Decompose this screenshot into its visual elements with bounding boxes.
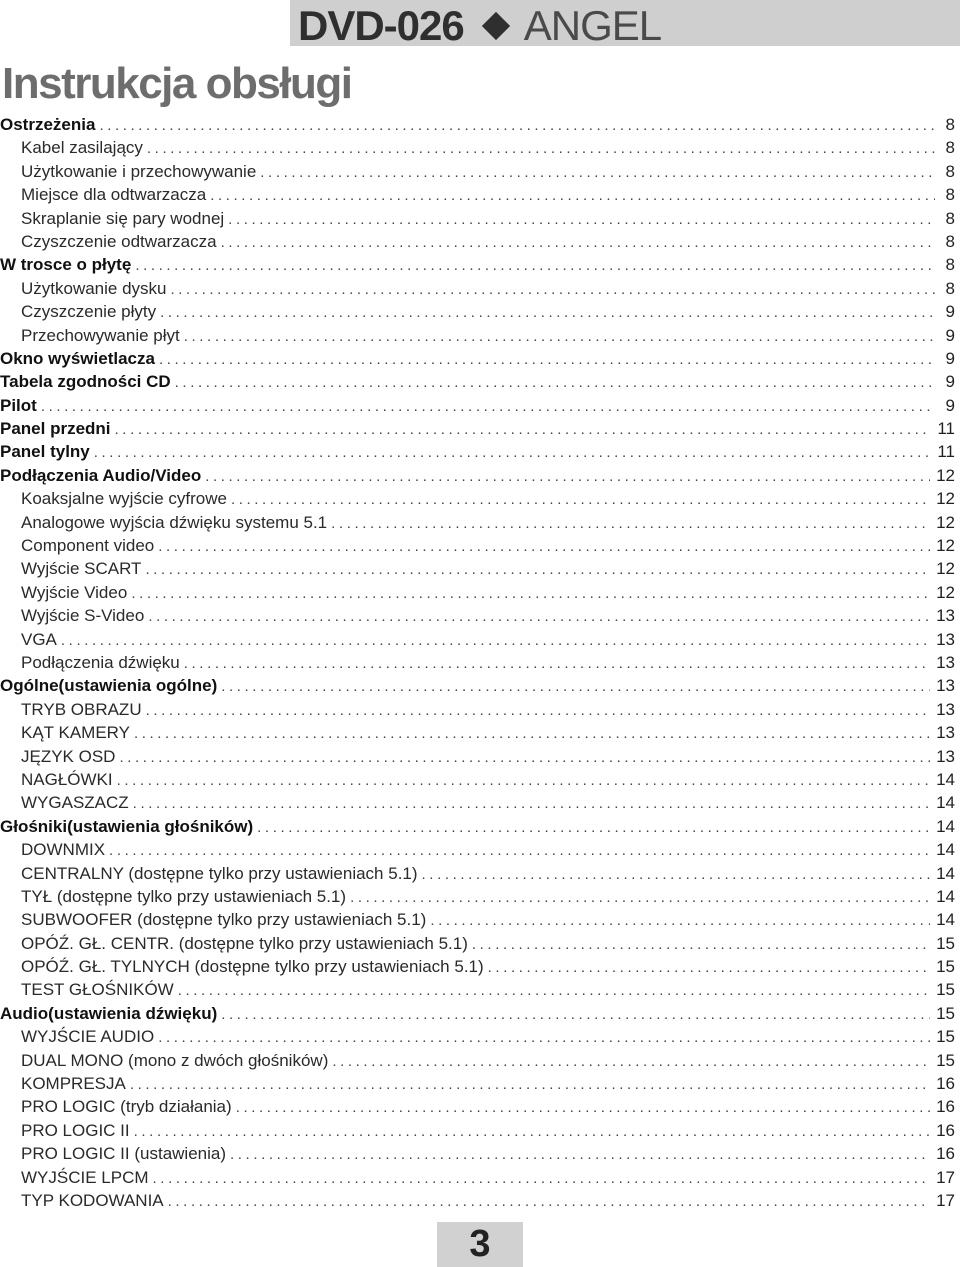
toc-entry-label: TYŁ (dostępne tylko przy ustawieniach 5.1) — [21, 886, 347, 906]
toc-entry-label: Użytkowanie dysku — [21, 278, 167, 298]
dot-leader — [350, 889, 930, 906]
dot-leader — [94, 444, 932, 461]
toc-subsection — [0, 559, 955, 582]
toc-entry-page: 16 — [936, 1120, 955, 1140]
toc-entry-label: OPÓŹ. GŁ. CENTR. (dostępne tylko przy ustawieniach 5.1) — [21, 933, 468, 953]
dot-leader — [158, 538, 930, 555]
toc-section — [0, 349, 955, 372]
dot-leader — [422, 866, 931, 883]
dot-leader — [230, 1146, 930, 1163]
toc-entry-label: Wyjście SCART — [21, 559, 142, 579]
toc-entry-page: 8 — [945, 115, 955, 134]
dot-leader — [146, 702, 930, 719]
toc-subsection — [0, 606, 955, 629]
toc-entry-label: KĄT KAMERY — [21, 723, 130, 743]
dot-leader — [332, 1053, 930, 1070]
diamond-icon — [482, 12, 510, 40]
dot-leader — [205, 468, 930, 485]
dot-leader — [41, 398, 935, 415]
toc-section — [0, 419, 955, 442]
toc-subsection — [0, 1051, 955, 1074]
toc-section — [0, 817, 955, 840]
toc-entry-page: 12 — [936, 489, 955, 509]
toc-entry-label: DUAL MONO (mono z dwóch głośników) — [21, 1050, 329, 1070]
dot-leader — [184, 655, 930, 672]
toc-entry-page: 11 — [937, 442, 955, 462]
toc-entry-page: 13 — [936, 723, 955, 743]
toc-subsection — [0, 1074, 955, 1097]
dot-leader — [178, 982, 930, 999]
toc-entry-label: Okno wyświetlacza — [0, 348, 155, 368]
toc-entry-page: 13 — [936, 746, 955, 766]
dot-leader — [221, 1006, 930, 1023]
toc-entry-label: Głośniki(ustawienia głośników) — [0, 816, 254, 836]
toc-entry-label: Wyjście Video — [21, 582, 128, 602]
toc-entry-label: CENTRALNY (dostępne tylko przy ustawieniach 5.1) — [21, 863, 418, 883]
toc-subsection — [0, 162, 955, 185]
toc-entry-label: Koaksjalne wyjście cyfrowe — [21, 489, 227, 509]
toc-entry-page: 15 — [936, 1003, 955, 1023]
toc-subsection — [0, 1144, 955, 1167]
toc-entry-label: WYJŚCIE LPCM — [21, 1167, 149, 1187]
toc-entry-page: 14 — [936, 863, 955, 883]
toc-entry-label: Podłączenia dźwięku — [21, 652, 180, 672]
toc-section — [0, 466, 955, 489]
toc-subsection — [0, 1097, 955, 1120]
toc-entry-page: 8 — [945, 138, 955, 158]
toc-entry-page: 8 — [945, 208, 955, 228]
dot-leader — [158, 1029, 930, 1046]
toc-entry-label: Audio(ustawienia dźwięku) — [0, 1003, 218, 1023]
dot-leader — [331, 515, 930, 532]
toc-subsection — [0, 887, 955, 910]
dot-leader — [153, 1170, 931, 1187]
dot-leader — [148, 608, 930, 625]
dot-leader — [488, 959, 930, 976]
toc-entry-page: 17 — [936, 1167, 955, 1187]
toc-entry-page: 13 — [936, 699, 955, 719]
toc-entry-label: Miejsce dla odtwarzacza — [21, 185, 207, 205]
toc-entry-page: 12 — [936, 512, 955, 532]
manual-title: Instrukcja obsługi — [2, 59, 352, 108]
toc-entry-label: WYJŚCIE AUDIO — [21, 1027, 155, 1047]
toc-entry-label: Czyszczenie odtwarzacza — [21, 231, 217, 251]
toc-entry-page: 15 — [936, 1027, 955, 1047]
model-title — [298, 4, 661, 48]
model-name: ANGEL — [523, 2, 662, 49]
dot-leader — [115, 421, 932, 438]
toc-entry-page: 14 — [936, 816, 955, 836]
dot-leader — [117, 772, 930, 789]
dot-leader — [159, 351, 935, 368]
dot-leader — [147, 140, 935, 157]
toc-entry-label: Czyszczenie płyty — [21, 302, 157, 322]
toc-subsection — [0, 232, 955, 255]
dot-leader — [135, 257, 935, 274]
toc-subsection — [0, 793, 955, 816]
toc-subsection — [0, 513, 955, 536]
toc-subsection — [0, 1191, 955, 1214]
table-of-contents — [0, 115, 955, 1214]
toc-entry-page: 12 — [936, 559, 955, 579]
toc-subsection — [0, 700, 955, 723]
dot-leader — [133, 795, 930, 812]
toc-subsection — [0, 980, 955, 1003]
toc-entry-page: 8 — [945, 231, 955, 251]
toc-entry-label: Wyjście S-Video — [21, 606, 145, 626]
dot-leader — [160, 304, 935, 321]
toc-subsection — [0, 1168, 955, 1191]
toc-entry-label: PRO LOGIC (tryb działania) — [21, 1097, 232, 1117]
toc-entry-page: 12 — [936, 465, 955, 485]
toc-section — [0, 676, 955, 699]
toc-entry-label: Ostrzeżenia — [0, 115, 96, 134]
toc-entry-label: WYGASZACZ — [21, 793, 129, 813]
toc-subsection — [0, 747, 955, 770]
dot-leader — [134, 725, 930, 742]
toc-entry-label: KOMPRESJA — [21, 1074, 126, 1094]
toc-entry-label: Podłączenia Audio/Video — [0, 465, 202, 485]
toc-entry-page: 9 — [945, 348, 955, 368]
toc-entry-page: 9 — [945, 395, 955, 415]
toc-entry-label: Tabela zgodności CD — [0, 372, 171, 392]
toc-entry-page: 15 — [936, 933, 955, 953]
toc-subsection — [0, 209, 955, 232]
toc-entry-label: Użytkowanie i przechowywanie — [21, 161, 257, 181]
toc-entry-page: 15 — [936, 1050, 955, 1070]
dot-leader — [175, 374, 935, 391]
toc-entry-page: 16 — [936, 1097, 955, 1117]
toc-entry-label: OPÓŹ. GŁ. TYLNYCH (dostępne tylko przy ustawieniach 5.1) — [21, 957, 484, 977]
page-number-tab — [437, 1222, 523, 1267]
toc-entry-label: Panel tylny — [0, 442, 90, 462]
toc-entry-label: VGA — [21, 629, 57, 649]
toc-subsection — [0, 910, 955, 933]
toc-entry-label: Panel przedni — [0, 419, 111, 439]
toc-entry-label: Analogowe wyjścia dźwięku systemu 5.1 — [21, 512, 328, 532]
toc-entry-page: 14 — [936, 769, 955, 789]
dot-leader — [260, 164, 935, 181]
toc-entry-page: 17 — [936, 1190, 955, 1210]
toc-subsection — [0, 840, 955, 863]
dot-leader — [257, 819, 930, 836]
toc-entry-page: 14 — [936, 886, 955, 906]
dot-leader — [236, 1099, 930, 1116]
toc-entry-label: TRYB OBRAZU — [21, 699, 142, 719]
toc-section — [0, 1004, 955, 1027]
dot-leader — [145, 561, 930, 578]
dot-leader — [472, 936, 930, 953]
toc-entry-page: 14 — [936, 910, 955, 930]
toc-entry-page: 12 — [936, 582, 955, 602]
toc-entry-page: 16 — [936, 1144, 955, 1164]
dot-leader — [430, 912, 930, 929]
toc-entry-label: Kabel zasilający — [21, 138, 143, 158]
dot-leader — [231, 491, 930, 508]
dot-leader — [119, 749, 930, 766]
toc-entry-label: NAGŁÓWKI — [21, 769, 113, 789]
toc-entry-label: TYP KODOWANIA — [21, 1190, 164, 1210]
toc-entry-label: Component video — [21, 536, 155, 556]
toc-entry-page: 8 — [945, 161, 955, 181]
toc-entry-page: 14 — [936, 840, 955, 860]
dot-leader — [210, 187, 935, 204]
toc-entry-page: 8 — [945, 185, 955, 205]
dot-leader — [134, 1123, 930, 1140]
toc-entry-page: 16 — [936, 1074, 955, 1094]
dot-leader — [130, 1076, 930, 1093]
toc-subsection — [0, 138, 955, 161]
toc-entry-label: Przechowywanie płyt — [21, 325, 180, 345]
toc-entry-page: 15 — [936, 957, 955, 977]
toc-entry-label: PRO LOGIC II (ustawienia) — [21, 1144, 227, 1164]
toc-section — [0, 372, 955, 395]
dot-leader — [61, 632, 930, 649]
toc-entry-label: Ogólne(ustawienia ogólne) — [0, 676, 218, 696]
dot-leader — [184, 328, 935, 345]
dot-leader — [131, 585, 930, 602]
toc-entry-page: 13 — [936, 629, 955, 649]
toc-section — [0, 115, 955, 138]
toc-subsection — [0, 653, 955, 676]
toc-entry-page: 8 — [945, 278, 955, 298]
toc-section — [0, 255, 955, 278]
toc-subsection — [0, 185, 955, 208]
dot-leader — [221, 678, 930, 695]
model-code: DVD-026 — [298, 2, 464, 49]
toc-entry-page: 12 — [936, 536, 955, 556]
toc-entry-page: 11 — [937, 419, 955, 439]
toc-subsection — [0, 489, 955, 512]
dot-leader — [221, 234, 935, 251]
toc-entry-label: Pilot — [0, 395, 37, 415]
toc-subsection — [0, 1027, 955, 1050]
dot-leader — [109, 842, 930, 859]
toc-subsection — [0, 864, 955, 887]
toc-entry-label: PRO LOGIC II — [21, 1120, 130, 1140]
toc-subsection — [0, 1121, 955, 1144]
toc-entry-page: 13 — [936, 676, 955, 696]
toc-entry-page: 13 — [936, 652, 955, 672]
dot-leader — [99, 117, 935, 134]
toc-entry-label: DOWNMIX — [21, 840, 106, 860]
toc-entry-label: Skraplanie się pary wodnej — [21, 208, 225, 228]
toc-entry-label: JĘZYK OSD — [21, 746, 116, 766]
toc-subsection — [0, 536, 955, 559]
toc-entry-label: TEST GŁOŚNIKÓW — [21, 980, 174, 1000]
toc-entry-page: 8 — [945, 255, 955, 275]
toc-subsection — [0, 934, 955, 957]
dot-leader — [228, 211, 935, 228]
toc-entry-label: W trosce o płytę — [0, 255, 132, 275]
dot-leader — [171, 281, 935, 298]
toc-subsection — [0, 770, 955, 793]
dot-leader — [168, 1193, 930, 1210]
toc-subsection — [0, 302, 955, 325]
toc-entry-page: 9 — [945, 325, 955, 345]
toc-subsection — [0, 583, 955, 606]
toc-entry-page: 14 — [936, 793, 955, 813]
toc-entry-page: 9 — [945, 372, 955, 392]
toc-entry-label: SUBWOOFER (dostępne tylko przy ustawieniach 5.1) — [21, 910, 427, 930]
toc-subsection — [0, 279, 955, 302]
toc-subsection — [0, 326, 955, 349]
toc-entry-page: 9 — [945, 302, 955, 322]
toc-entry-page: 15 — [936, 980, 955, 1000]
toc-subsection — [0, 957, 955, 980]
toc-subsection — [0, 630, 955, 653]
toc-section — [0, 442, 955, 465]
toc-section — [0, 396, 955, 419]
page-number: 3 — [469, 1223, 491, 1265]
toc-subsection — [0, 723, 955, 746]
toc-entry-page: 13 — [936, 606, 955, 626]
